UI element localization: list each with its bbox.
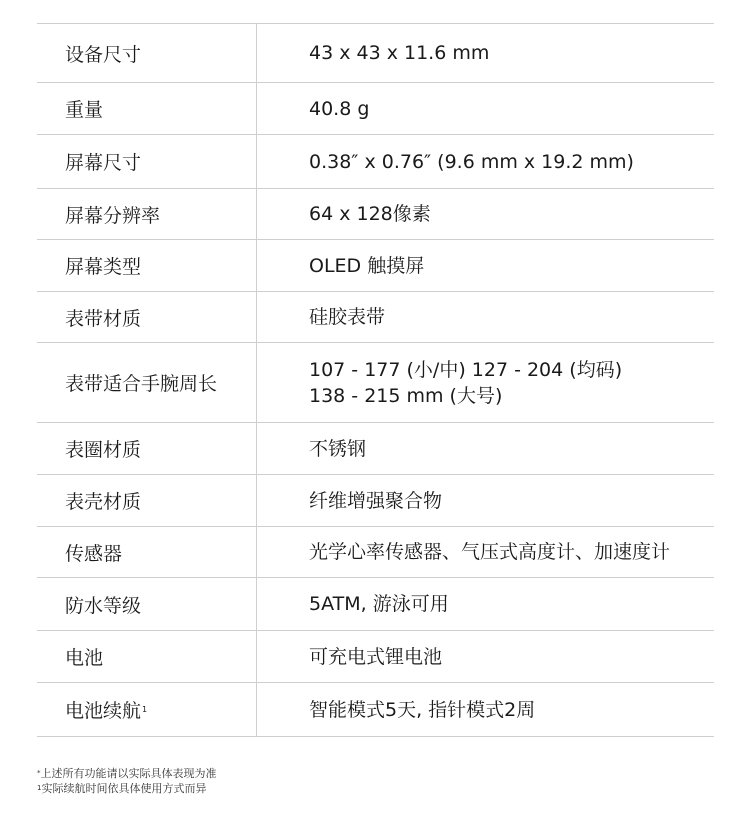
spec-label: [37, 423, 257, 474]
spec-row: [37, 475, 714, 527]
spec-value-line: 138 - 215 mm (大号): [309, 384, 503, 407]
spec-label: [37, 343, 257, 422]
spec-value: [257, 135, 714, 188]
spec-label: [37, 631, 257, 682]
spec-value-line: 0.38″ x 0.76″ (9.6 mm x 19.2 mm): [309, 150, 634, 173]
spec-value-line: 智能模式5天, 指针模式2周: [309, 698, 536, 721]
spec-label: [37, 189, 257, 239]
spec-value-line: 纤维增强聚合物: [309, 489, 443, 512]
spec-row: [37, 631, 714, 683]
spec-value-line: 不锈钢: [309, 437, 367, 460]
spec-label-text: 防水等级: [65, 594, 142, 617]
spec-label-text: 设备尺寸: [65, 43, 142, 66]
spec-value-line: OLED 触摸屏: [309, 254, 425, 277]
spec-value-line: 43 x 43 x 11.6 mm: [309, 42, 490, 64]
spec-row: [37, 527, 714, 578]
spec-value-line: 5ATM, 游泳可用: [309, 593, 449, 615]
spec-table: [37, 23, 714, 737]
spec-value: [257, 475, 714, 526]
spec-label-text: 传感器: [65, 542, 123, 565]
spec-label-text: 表圈材质: [65, 439, 142, 461]
spec-label: [37, 475, 257, 526]
footnote-text: 上述所有功能请以实际具体表现为准: [40, 767, 217, 780]
spec-value-line: 107 - 177 (小/中) 127 - 204 (均码): [309, 358, 623, 381]
spec-row: [37, 83, 714, 135]
spec-label-text: 表带适合手腕周长: [65, 373, 218, 395]
spec-row: [37, 135, 714, 189]
spec-label: [37, 83, 257, 134]
spec-value: [257, 527, 714, 577]
spec-label-text: 表带材质: [65, 307, 142, 330]
spec-value: [257, 240, 714, 291]
spec-row: [37, 292, 714, 343]
footnote-line: [37, 766, 217, 781]
spec-value: [257, 631, 714, 682]
spec-label-text: 屏幕尺寸: [65, 152, 142, 174]
spec-label-text: 电池续航: [65, 700, 142, 722]
spec-value: [257, 292, 714, 342]
spec-label-text: 屏幕类型: [65, 256, 142, 278]
spec-value: [257, 343, 714, 422]
spec-value: [257, 83, 714, 134]
spec-label-text: 电池: [65, 647, 104, 669]
spec-value: [257, 683, 714, 736]
spec-value: [257, 24, 714, 82]
spec-label: [37, 135, 257, 188]
spec-label: [37, 240, 257, 291]
footnotes: [37, 766, 217, 796]
spec-value-line: 硅胶表带: [309, 306, 386, 328]
spec-value: [257, 423, 714, 474]
spec-value-line: 40.8 g: [309, 97, 370, 120]
spec-label: [37, 683, 257, 736]
spec-value-line: 光学心率传感器、气压式高度计、加速度计: [309, 541, 671, 563]
spec-row: [37, 343, 714, 423]
footnote-text: 实际续航时间依具体使用方式而异: [41, 782, 207, 795]
spec-row: [37, 240, 714, 292]
spec-label-text: 重量: [65, 99, 104, 121]
spec-value-line: 可充电式锂电池: [309, 645, 443, 668]
spec-value: [257, 189, 714, 239]
footnote-marker: 1: [37, 784, 42, 792]
spec-label: [37, 578, 257, 630]
footnote-marker: 1: [142, 705, 148, 714]
spec-label: [37, 24, 257, 82]
spec-row: [37, 189, 714, 240]
footnote-marker: *: [37, 769, 41, 777]
spec-label-text: 屏幕分辨率: [65, 204, 161, 227]
spec-row: [37, 24, 714, 83]
spec-row: [37, 423, 714, 475]
spec-value: [257, 578, 714, 630]
spec-label-text: 表壳材质: [65, 491, 142, 513]
spec-label: [37, 292, 257, 342]
footnote-line: [37, 781, 217, 796]
spec-row: [37, 683, 714, 737]
spec-label: [37, 527, 257, 577]
spec-row: [37, 578, 714, 631]
spec-value-line: 64 x 128像素: [309, 203, 431, 225]
